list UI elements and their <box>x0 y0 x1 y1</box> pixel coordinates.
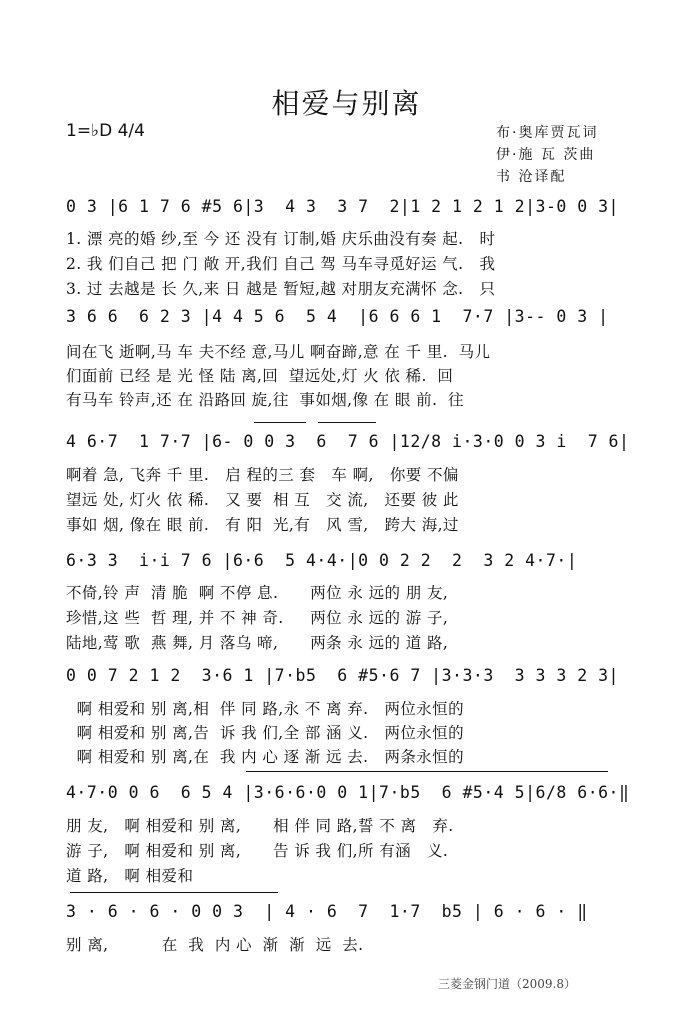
lyric-line: 朋 友, 啊 相爱和 别 离, 相 伴 同 路,誓 不 离 弃. <box>66 817 454 835</box>
translator-credit: 书 沧译配 <box>496 169 567 185</box>
lyric-line: 游 子, 啊 相爱和 别 离, 告 诉 我 们,所 有涵 义. <box>66 842 449 860</box>
volta-bracket <box>246 771 608 772</box>
triplet-bracket <box>70 892 278 893</box>
lyric-line: 珍惜,这 些 哲 理, 并 不 神 奇. 两位 永 远的 游 子, <box>66 609 449 627</box>
lyric-line: 啊 相爱和 别 离,在 我 内 心 逐 渐 远 去. 两条永恒的 <box>66 748 464 766</box>
notation-line: 3 · 6 · 6 · 0 0 3 | 4 · 6 7 1·7 b5 | 6 · 6 · ‖ <box>66 902 588 921</box>
notation-line: 4 6·7 1 7·7 |6- 0 0 3 6 7 6 |12/8 i·3·0 0 3 i 7 6| <box>66 432 630 451</box>
lyric-line: 道 路, 啊 相爱和 <box>66 867 194 885</box>
lyric-line: 啊 相爱和 别 离,相 伴 同 路,永 不 离 弃. 两位永恒的 <box>66 700 464 718</box>
composer-credit: 伊·施 瓦 茨曲 <box>496 147 596 163</box>
song-title: 相爱与别离 <box>271 87 422 120</box>
lyric-line: 2. 我 们自己 把 门 敞 开,我们 自己 驾 马车寻觅好运 气. 我 <box>66 255 496 273</box>
lyric-line: 3. 过 去越是 长 久,来 日 越是 暂短,越 对朋友充满怀 念. 只 <box>66 280 496 298</box>
key-signature: 1=♭D 4/4 <box>66 121 145 141</box>
lyric-line: 们面前 已经 是 光 怪 陆 离,回 望远处,灯 火 依 稀. 回 <box>66 367 454 385</box>
lyric-line: 间在飞 逝啊,马 车 夫不经 意,马儿 啊奋蹄,意 在 千 里. 马儿 <box>66 343 491 361</box>
lyric-line: 啊 相爱和 别 离,告 诉 我 们,全 部 涵 义. 两位永恒的 <box>66 724 464 742</box>
lyric-line: 望远 处, 灯火 依 稀. 又 要 相 互 交 流, 还要 彼 此 <box>66 491 459 509</box>
triplet-bracket <box>254 422 306 423</box>
lyric-line: 陆地,莺 歌 燕 舞, 月 落乌 啼, 两条 永 远的 道 路, <box>66 634 449 652</box>
lyric-line: 不倚,铃 声 清 脆 啊 不停 息. 两位 永 远的 朋 友, <box>66 584 449 602</box>
notation-line: 4·7·0 0 6 6 5 4 |3·6·6·0 0 1|7·b5 6 #5·4 5|6/8 6·6·‖ <box>66 783 630 802</box>
lyricist-credit: 布·奥库贾瓦词 <box>496 125 599 141</box>
lyric-line: 有马车 铃声,还 在 沿路回 旋,往 事如烟,像 在 眼 前. 往 <box>66 391 464 409</box>
notation-line: 6·3 3 i·i 7 6 |6·6 5 4·4·|0 0 2 2 2 3 2 4·7·| <box>66 551 578 570</box>
lyric-line: 事如 烟, 像在 眼 前. 有 阳 光,有 风 雪, 跨大 海,过 <box>66 516 459 534</box>
triplet-bracket <box>318 422 376 423</box>
notation-line: 3 6 6 6 2 3 |4 4 5 6 5 4 |6 6 6 1 7·7 |3-- 0 3 | <box>66 307 609 326</box>
lyric-line: 1. 漂 亮的婚 纱,至 今 还 没有 订制,婚 庆乐曲没有奏 起. 时 <box>66 230 496 248</box>
notation-line: 0 0 7 2 1 2 3·6 1 |7·b5 6 #5·6 7 |3·3·3 3 3 3 2 3| <box>66 666 619 685</box>
source-watermark: 三菱金钢门道（2009.8） <box>438 977 576 991</box>
lyric-line: 别 离, 在 我 内 心 渐 渐 远 去. <box>66 936 364 954</box>
notation-line: 0 3 |6 1 7 6 #5 6|3 4 3 3 7 2|1 2 1 2 1 2|3-0 0 3| <box>66 197 619 216</box>
lyric-line: 啊着 急, 飞奔 千 里. 启 程的三 套 车 啊, 你要 不偏 <box>66 466 459 484</box>
